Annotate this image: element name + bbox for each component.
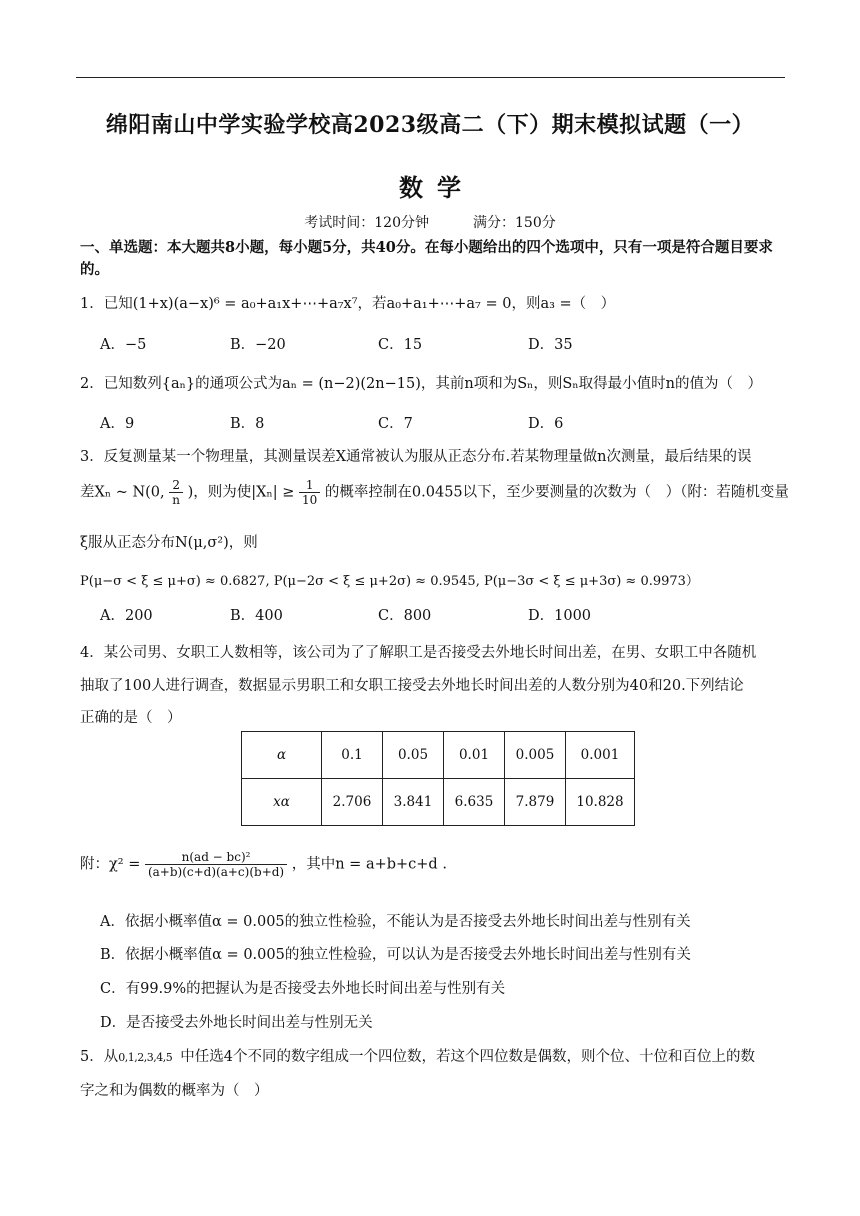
q2-option-a: A．9 [100,416,135,432]
q1-option-a: A．−5 [100,337,147,353]
q4-option-a: A．依据小概率值α = 0.005的独立性检验，不能认为是否接受去外地长时间出差与性别有关 [100,914,691,930]
table-row [242,779,635,826]
critical-value-table [241,731,635,826]
q3-fraction-1-over-10: $\frac{1}{10}$ [299,478,320,507]
q3-fraction-2-over-n: $\frac{2}{n}$ [169,478,183,507]
q3-option-b: B．400 [230,608,283,624]
exam-time: 考试时间：120分钟 [304,215,429,231]
question-4-line-3: 正确的是（ ） [80,710,182,726]
question-2-text: 2．已知数列{aₙ}的通项公式为aₙ = (n−2)(2n−15)，其前n项和为Sₙ，则Sₙ取得最小值时n的值为（ ） [80,376,762,392]
q3-line2-post: 的概率控制在0.0455以下，至少要测量的次数为（ ）（附：若随机变量 [324,484,789,501]
table-cell: α [242,732,322,779]
question-1-text: 1．已知(1+x)(a−x)⁶ = a₀+a₁x+⋯+a₇x⁷，若a₀+a₁+⋯+a₇ = 0，则a₃ =（ ） [80,296,616,312]
question-3-line-4: P(μ−σ < ξ ≤ μ+σ) ≈ 0.6827, P(μ−2σ < ξ ≤ μ+2σ) ≈ 0.9545, P(μ−3σ < ξ ≤ μ+3σ) ≈ 0.9973） [80,574,699,589]
q1-option-c: C．15 [378,337,423,353]
q4-option-b: B．依据小概率值α = 0.005的独立性检验，可以认为是否接受去外地长时间出差与性别有关 [100,947,691,963]
q3-option-a: A．200 [100,608,153,624]
table-cell: 2.706 [322,779,383,826]
q1-option-d: D．35 [528,337,573,353]
chi-square-formula [80,850,447,879]
question-4-line-2: 抽取了100人进行调查，数据显示男职工和女职工接受去外地长时间出差的人数分别为40和20.下列结论 [80,678,744,694]
table-row [242,732,635,779]
section-heading: 一、单选题：本大题共8小题，每小题5分，共40分。在每小题给出的四个选项中，只有一项是符合题目要求的。 [80,239,773,278]
table-cell: 0.005 [505,732,566,779]
table-cell: 7.879 [505,779,566,826]
table-cell: 0.001 [566,732,635,779]
table-cell: 0.1 [322,732,383,779]
q4-option-c: C．有99.9%的把握认为是否接受去外地长时间出差与性别有关 [100,981,506,997]
table-cell: 0.01 [444,732,505,779]
exam-title: 绵阳南山中学实验学校高2023级高二（下）期末模拟试题（一） [105,112,755,138]
question-5-line-1 [80,1045,755,1066]
subject-heading: 数学 [399,173,475,202]
q5-digits: 0,1,2,3,4,5 [118,1051,173,1064]
exam-score: 满分：150分 [473,215,556,231]
formula-pre: 附：χ² = [80,856,141,873]
question-3-line-3: ξ服从正态分布N(μ,σ²)，则 [80,535,258,551]
formula-post: ，其中n = a+b+c+d . [291,856,447,873]
table-cell: 10.828 [566,779,635,826]
q5-line1-post: 中任选4个不同的数字组成一个四位数，若这个四位数是偶数，则个位、十位和百位上的数 [180,1049,755,1065]
table-cell: 6.635 [444,779,505,826]
header-rule [76,77,785,78]
q3-option-d: D．1000 [528,608,592,624]
table-cell: 3.841 [383,779,444,826]
q3-line2-mid: )，则为使|Xₙ| ≥ [187,484,295,501]
table-cell: xα [242,779,322,826]
question-3-line-2 [80,478,789,507]
q1-option-b: B．−20 [230,337,286,353]
q2-option-d: D．6 [528,416,564,432]
chi-square-fraction: $\frac{\text{n(ad − bc)²}}{(a+b)(c+d)(a+c)(b+d)}$ [145,850,287,879]
exam-info [0,212,860,232]
question-5-line-2: 字之和为偶数的概率为（ ） [80,1083,269,1099]
q3-line2-pre: 差Xₙ ~ N(0, [80,484,165,501]
q4-option-d: D．是否接受去外地长时间出差与性别无关 [100,1015,373,1031]
q2-option-b: B．8 [230,416,265,432]
q2-option-c: C．7 [378,416,413,432]
question-3-line-1: 3．反复测量某一个物理量，其测量误差X通常被认为服从正态分布.若某物理量做n次测量，最后结果的误 [80,449,752,465]
table-cell: 0.05 [383,732,444,779]
q5-line1-pre: 5．从 [80,1049,119,1065]
question-4-line-1: 4．某公司男、女职工人数相等，该公司为了了解职工是否接受去外地长时间出差，在男、女职工中各随机 [80,645,757,661]
q3-option-c: C．800 [378,608,432,624]
